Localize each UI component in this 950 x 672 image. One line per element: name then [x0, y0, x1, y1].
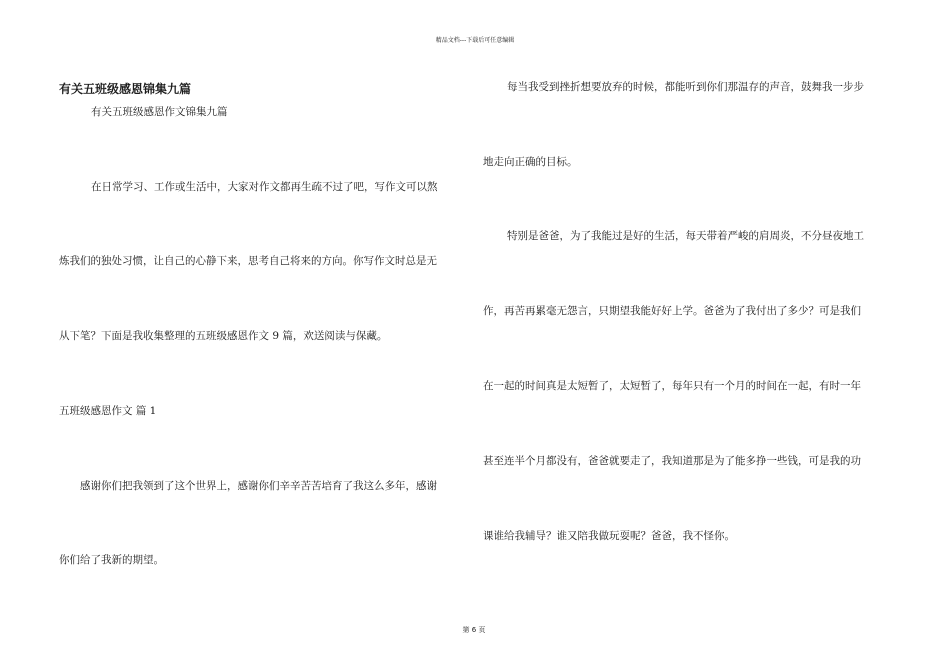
document-subtitle: 有关五班级感恩作文锦集九篇 — [91, 106, 228, 118]
body-line-2: 你们给了我新的期望。 — [59, 554, 164, 566]
body-line-1: 感谢你们把我领到了这个世界上，感谢你们辛辛苦苦培育了我这么多年，感谢 — [80, 480, 437, 492]
right-line-4: 作，再苦再累毫无怨言，只期望我能好好上学。爸爸为了我付出了多少？可是我们 — [483, 305, 861, 317]
intro-line-3: 从下笔？下面是我收集整理的五班级感恩作文 9 篇，欢送阅读与保藏。 — [59, 330, 388, 342]
right-line-3: 特别是爸爸，为了我能过是好的生活，每天带着严峻的肩周炎，不分昼夜地工 — [507, 230, 864, 242]
page-number: 第 6 页 — [462, 626, 486, 634]
right-line-7: 课谁给我辅导？谁又陪我做玩耍呢？爸爸，我不怪你。 — [483, 530, 735, 542]
intro-line-2: 炼我们的独处习惯，让自己的心静下来，思考自己将来的方向。你写作文时总是无 — [59, 255, 437, 267]
right-line-1: 每当我受到挫折想要放弃的时候，都能听到你们那温存的声音，鼓舞我一步步 — [507, 81, 864, 93]
section-heading: 五班级感恩作文 篇 1 — [59, 405, 157, 417]
intro-line-1: 在日常学习、工作或生活中，大家对作文都再生疏不过了吧，写作文可以熬 — [91, 181, 438, 193]
right-line-2: 地走向正确的目标。 — [483, 156, 578, 168]
document-title: 有关五班级感恩锦集九篇 — [59, 82, 192, 96]
right-line-6: 甚至连半个月都没有，爸爸就要走了，我知道那是为了能多挣一些钱，可是我的功 — [483, 455, 861, 467]
header-note: 精品文档---下载后可任意编辑 — [435, 37, 515, 44]
right-line-5: 在一起的时间真是太短暂了，太短暂了，每年只有一个月的时间在一起，有时一年 — [483, 380, 861, 392]
